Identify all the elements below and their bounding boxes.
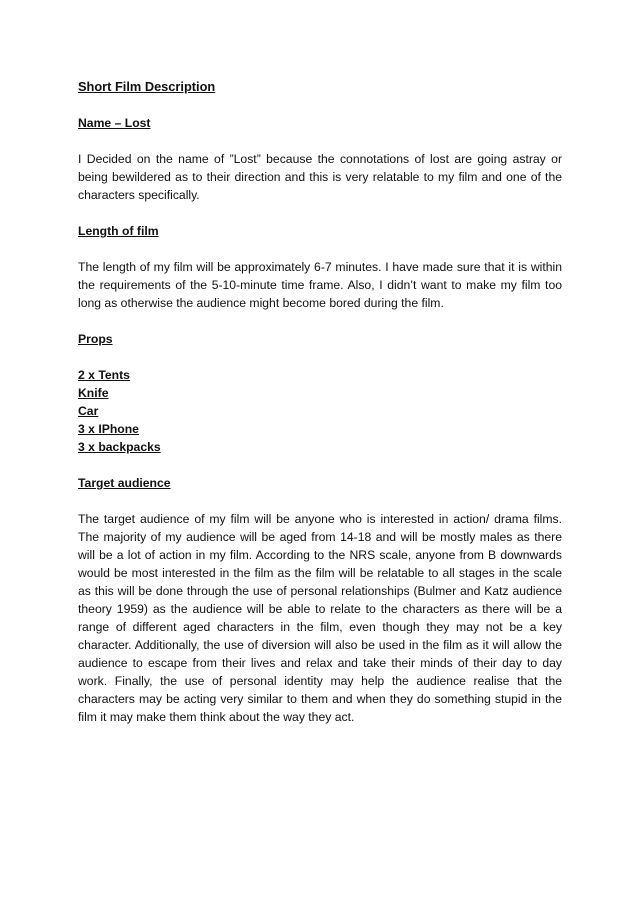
name-paragraph: I Decided on the name of ”Lost” because the connotations of lost are going astray or being bewildered as to their direction and this is very relatable to my film and one of the characters specifically. — [78, 152, 562, 202]
prop-item: Car — [78, 404, 99, 418]
document-title: Short Film Description — [78, 79, 216, 94]
prop-item: 3 x IPhone — [78, 422, 139, 436]
audience-heading: Target audience — [78, 476, 171, 490]
name-heading: Name – Lost — [78, 116, 151, 130]
props-heading: Props — [78, 332, 113, 346]
prop-item: Knife — [78, 386, 109, 400]
length-heading: Length of film — [78, 224, 159, 238]
document-page — [78, 78, 562, 744]
length-paragraph: The length of my film will be approximately 6-7 minutes. I have made sure that it is within the requirements of the 5-10-minute time frame. Also, I didn’t want to make my film too long as otherwise the audience might become bored during the film. — [78, 260, 562, 310]
prop-item: 3 x backpacks — [78, 440, 161, 454]
props-list — [78, 366, 562, 456]
prop-item: 2 x Tents — [78, 368, 130, 382]
audience-paragraph: The target audience of my film will be anyone who is interested in action/ drama films. The majority of my audience will be aged from 14-18 and will be mostly males as there will be a lot of action in my film. According to the NRS scale, anyone from B downwards would be most interested in the film as the film will be relatable to all stages in the scale as this will be done through the use of personal relationships (Bulmer and Katz audience theory 1959) as the audience will be able to relate to the characters as there will be a range of different aged characters in the film, even though they may not be a key character. Additionally, the use of diversion will also be used in the film as it will allow the audience to escape from their lives and relax and take their minds of their day to day work. Finally, the use of personal identity may help the audience realise that the characters may be acting very similar to them and when they do something stupid in the film it may make them think about the way they act. — [78, 512, 562, 724]
